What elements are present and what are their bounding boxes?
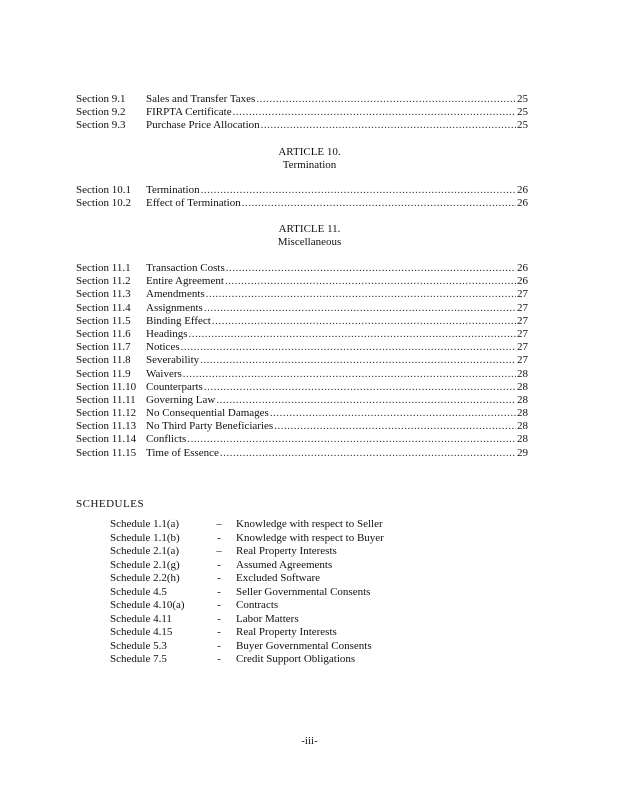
schedule-row bbox=[110, 599, 384, 613]
schedule-description: Excluded Software bbox=[236, 572, 320, 584]
dot-leader bbox=[187, 433, 516, 446]
toc-page-number: 27 bbox=[517, 301, 528, 314]
toc-page-number: 26 bbox=[517, 275, 528, 288]
toc-section-number: Section 11.9 bbox=[76, 367, 131, 380]
dot-leader bbox=[274, 420, 516, 433]
schedule-row bbox=[110, 532, 384, 546]
dot-leader bbox=[200, 354, 516, 367]
toc-row bbox=[76, 119, 528, 132]
schedule-dash: – bbox=[216, 518, 222, 530]
schedule-description: Real Property Interests bbox=[236, 626, 337, 638]
toc-section-number: Section 9.3 bbox=[76, 119, 126, 132]
toc-row bbox=[76, 197, 528, 210]
toc-page-number: 28 bbox=[517, 367, 528, 380]
toc-section-number: Section 11.13 bbox=[76, 420, 137, 433]
toc-section-number: Section 11.5 bbox=[76, 314, 131, 327]
toc-section-number: Section 11.14 bbox=[76, 433, 137, 446]
toc-section-title: Transaction Costs bbox=[146, 262, 225, 274]
schedule-description: Labor Matters bbox=[236, 612, 299, 625]
toc-row bbox=[76, 275, 528, 288]
toc-row bbox=[76, 328, 528, 341]
schedule-name: Schedule 4.11 bbox=[110, 612, 172, 625]
toc-row bbox=[76, 341, 528, 354]
schedule-description: Credit Support Obligations bbox=[236, 653, 356, 665]
toc-page-number: 28 bbox=[517, 433, 528, 446]
schedule-dash: - bbox=[217, 626, 221, 638]
schedule-dash: - bbox=[217, 639, 221, 652]
schedule-description: Buyer Governmental Consents bbox=[236, 639, 372, 652]
toc-row bbox=[76, 93, 528, 106]
toc-section-number: Section 11.7 bbox=[76, 341, 131, 354]
toc-section-number: Section 10.2 bbox=[76, 197, 131, 210]
dot-leader bbox=[206, 288, 516, 301]
schedule-dash: - bbox=[217, 653, 221, 665]
toc-section-title: Notices bbox=[146, 341, 180, 354]
toc-group-9 bbox=[76, 93, 528, 133]
toc-row bbox=[76, 381, 528, 394]
article-subtitle: Termination bbox=[282, 159, 337, 171]
toc-row bbox=[76, 394, 528, 407]
schedule-name: Schedule 4.10(a) bbox=[110, 599, 185, 611]
schedule-row bbox=[110, 559, 384, 573]
toc-section-number: Section 11.6 bbox=[76, 327, 131, 340]
schedule-row bbox=[110, 626, 384, 640]
dot-leader bbox=[204, 381, 516, 394]
article-11-header bbox=[0, 223, 619, 249]
dot-leader bbox=[220, 447, 516, 460]
dot-leader bbox=[204, 302, 516, 315]
toc-section-title: Termination bbox=[146, 184, 200, 196]
schedule-dash: – bbox=[216, 545, 222, 557]
toc-section-number: Section 11.10 bbox=[76, 380, 137, 393]
schedule-name: Schedule 4.5 bbox=[110, 585, 167, 598]
article-heading: ARTICLE 10. bbox=[278, 146, 341, 158]
schedule-description: Assumed Agreements bbox=[236, 558, 333, 571]
schedule-name: Schedule 2.1(g) bbox=[110, 558, 180, 571]
schedule-description: Seller Governmental Consents bbox=[236, 585, 371, 598]
toc-section-number: Section 11.11 bbox=[76, 393, 136, 406]
article-heading: ARTICLE 11. bbox=[278, 223, 341, 235]
schedule-description: Knowledge with respect to Seller bbox=[236, 518, 383, 530]
toc-section-title: Binding Effect bbox=[146, 314, 211, 327]
dot-leader bbox=[216, 394, 516, 407]
toc-page-number: 29 bbox=[517, 446, 528, 459]
toc-page-number: 27 bbox=[517, 327, 528, 340]
toc-row bbox=[76, 354, 528, 367]
toc-section-title: Severability bbox=[146, 354, 200, 367]
toc-page-number: 27 bbox=[517, 314, 528, 327]
dot-leader bbox=[256, 93, 516, 106]
toc-section-title: No Consequential Damages bbox=[146, 407, 269, 420]
schedule-name: Schedule 1.1(a) bbox=[110, 518, 180, 530]
toc-page-number: 26 bbox=[517, 262, 528, 274]
dot-leader bbox=[226, 262, 516, 275]
schedule-name: Schedule 4.15 bbox=[110, 626, 173, 638]
toc-section-title: Assignments bbox=[146, 301, 203, 314]
dot-leader bbox=[181, 341, 516, 354]
dot-leader bbox=[183, 368, 516, 381]
toc-row bbox=[76, 420, 528, 433]
toc-section-title: Purchase Price Allocation bbox=[146, 119, 260, 132]
toc-row bbox=[76, 315, 528, 328]
toc-section-title: No Third Party Beneficiaries bbox=[146, 420, 274, 433]
toc-group-10 bbox=[76, 184, 528, 210]
toc-section-number: Section 11.3 bbox=[76, 288, 131, 301]
toc-section-number: Section 11.4 bbox=[76, 301, 131, 314]
toc-section-title: Effect of Termination bbox=[146, 197, 241, 210]
dot-leader bbox=[225, 275, 516, 288]
schedule-dash: - bbox=[217, 531, 221, 544]
toc-group-11 bbox=[76, 262, 528, 460]
toc-section-number: Section 10.1 bbox=[76, 184, 131, 196]
toc-section-number: Section 11.2 bbox=[76, 275, 131, 288]
toc-row bbox=[76, 433, 528, 446]
toc-section-title: Time of Essence bbox=[146, 446, 219, 459]
schedule-row bbox=[110, 613, 384, 627]
schedule-row bbox=[110, 640, 384, 654]
toc-row bbox=[76, 184, 528, 197]
schedules-heading: SCHEDULES bbox=[76, 498, 145, 510]
toc-page-number: 26 bbox=[517, 197, 528, 210]
dot-leader bbox=[242, 197, 516, 210]
toc-section-number: Section 9.1 bbox=[76, 93, 126, 105]
toc-section-number: Section 11.1 bbox=[76, 262, 131, 274]
toc-page-number: 25 bbox=[517, 93, 528, 105]
toc-row bbox=[76, 106, 528, 119]
schedule-name: Schedule 7.5 bbox=[110, 653, 167, 665]
schedule-row bbox=[110, 653, 384, 667]
toc-page-number: 28 bbox=[517, 380, 528, 393]
schedule-row bbox=[110, 518, 384, 532]
schedule-row bbox=[110, 572, 384, 586]
toc-row bbox=[76, 262, 528, 275]
page-number: -iii- bbox=[301, 735, 318, 747]
toc-row bbox=[76, 288, 528, 301]
toc-page-number: 27 bbox=[517, 288, 528, 301]
schedule-name: Schedule 2.1(a) bbox=[110, 545, 180, 557]
schedule-dash: - bbox=[217, 612, 221, 625]
schedule-dash: - bbox=[217, 599, 221, 611]
schedule-dash: - bbox=[217, 572, 221, 584]
schedule-dash: - bbox=[217, 585, 221, 598]
dot-leader bbox=[261, 119, 516, 132]
schedules-list bbox=[110, 518, 384, 667]
toc-section-title: Waivers bbox=[146, 367, 182, 380]
toc-page-number: 25 bbox=[517, 119, 528, 132]
toc-page-number: 28 bbox=[517, 407, 528, 420]
toc-section-number: Section 9.2 bbox=[76, 106, 126, 119]
toc-page-number: 28 bbox=[517, 393, 528, 406]
toc-page-number: 26 bbox=[517, 184, 528, 196]
dot-leader bbox=[270, 407, 516, 420]
schedule-description: Knowledge with respect to Buyer bbox=[236, 531, 384, 544]
schedule-row bbox=[110, 586, 384, 600]
toc-row bbox=[76, 447, 528, 460]
toc-section-title: Entire Agreement bbox=[146, 275, 224, 288]
toc-section-title: Amendments bbox=[146, 288, 205, 301]
toc-page-number: 27 bbox=[517, 354, 528, 367]
article-subtitle: Miscellaneous bbox=[277, 236, 342, 248]
toc-page-number: 25 bbox=[517, 106, 528, 119]
schedule-row bbox=[110, 545, 384, 559]
toc-section-title: Conflicts bbox=[146, 433, 187, 446]
dot-leader bbox=[189, 328, 516, 341]
schedule-description: Contracts bbox=[236, 599, 279, 611]
dot-leader bbox=[233, 106, 516, 119]
toc-section-title: Sales and Transfer Taxes bbox=[146, 93, 256, 105]
dot-leader bbox=[201, 184, 516, 197]
toc-page-number: 28 bbox=[517, 420, 528, 433]
schedule-dash: - bbox=[217, 558, 221, 571]
toc-section-title: Governing Law bbox=[146, 393, 216, 406]
schedule-name: Schedule 5.3 bbox=[110, 639, 167, 652]
toc-section-title: Counterparts bbox=[146, 380, 203, 393]
toc-section-title: FIRPTA Certificate bbox=[146, 106, 232, 119]
toc-page-number: 27 bbox=[517, 341, 528, 354]
toc-section-title: Headings bbox=[146, 327, 188, 340]
toc-row bbox=[76, 368, 528, 381]
dot-leader bbox=[212, 315, 516, 328]
article-10-header bbox=[0, 146, 619, 172]
toc-row bbox=[76, 302, 528, 315]
toc-section-number: Section 11.15 bbox=[76, 446, 137, 459]
toc-section-number: Section 11.12 bbox=[76, 407, 137, 420]
schedule-name: Schedule 1.1(b) bbox=[110, 531, 180, 544]
toc-row bbox=[76, 407, 528, 420]
schedule-name: Schedule 2.2(h) bbox=[110, 572, 180, 584]
schedule-description: Real Property Interests bbox=[236, 545, 337, 557]
toc-section-number: Section 11.8 bbox=[76, 354, 131, 367]
